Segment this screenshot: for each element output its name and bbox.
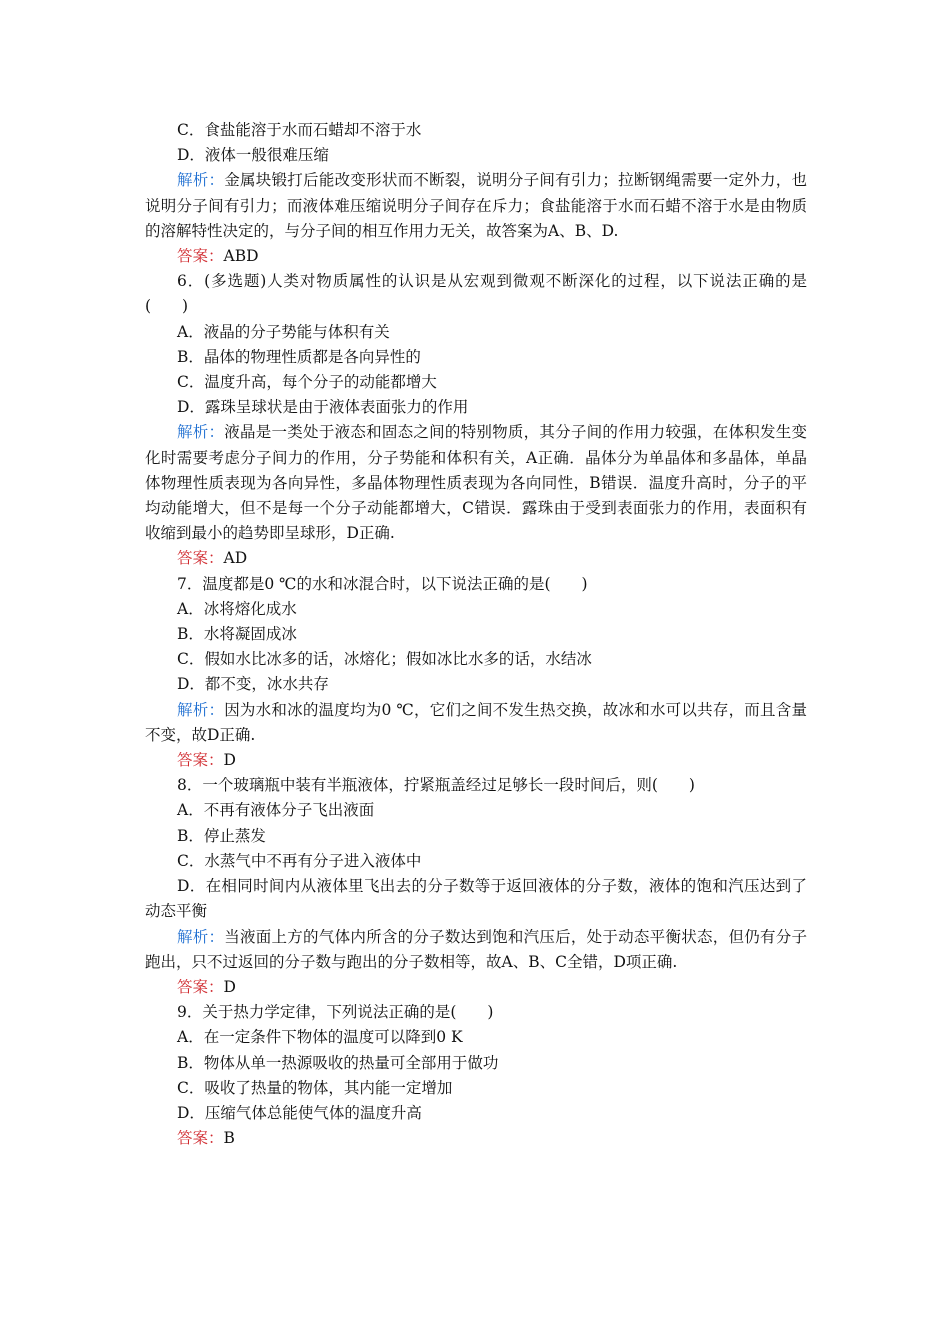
- analysis-text: 液晶是一类处于液态和固态之间的特别物质，其分子间的作用力较强，在体积发生变化时需要考虑分子间力的作用，分子势能和体积有关，A正确．晶体分为单晶体和多晶体，单晶体物理性质表现为各向异性，多晶体物理性质表现为各向同性，B错误．温度升高时，分子的平均动能增大，但不是每一个分子动能都增大，C错误．露珠由于受到表面张力的作用，表面积有收缩到最小的趋势即呈球形，D正确.: [145, 423, 807, 543]
- q7-option-b: B．水将凝固成冰: [177, 625, 297, 644]
- q8-option-d: D．在相同时间内从液体里飞出去的分子数等于返回液体的分子数，液体的饱和汽压达到了动态平衡: [145, 877, 807, 921]
- q5-option-d: D．液体一般很难压缩: [177, 146, 329, 165]
- q8-option-a: A．不再有液体分子飞出液面: [177, 801, 375, 820]
- q8-option-b: B．停止蒸发: [177, 826, 266, 845]
- answer-value: D: [223, 751, 236, 770]
- answer-label: 答案：: [177, 247, 224, 266]
- q6-option-a: A．液晶的分子势能与体积有关: [177, 322, 390, 341]
- q8-option-c: C．水蒸气中不再有分子进入液体中: [177, 851, 422, 870]
- q6-analysis: [145, 420, 807, 546]
- analysis-text: 因为水和冰的温度均为0 ℃，它们之间不发生热交换，故冰和水可以共存，而且含量不变，故D正确.: [145, 700, 807, 744]
- q8-answer: [145, 975, 807, 1000]
- q5-answer: [145, 244, 807, 269]
- q9-option-b: B．物体从单一热源吸收的热量可全部用于做功: [177, 1053, 499, 1072]
- analysis-text: 当液面上方的气体内所含的分子数达到饱和汽压后，处于动态平衡状态，但仍有分子跑出，只不过返回的分子数与跑出的分子数相等，故A、B、C全错，D项正确.: [145, 927, 807, 971]
- q5-analysis: [145, 168, 807, 244]
- analysis-label: 解析：: [177, 700, 225, 719]
- q6-answer: [145, 546, 807, 571]
- q6-option-c: C．温度升高，每个分子的动能都增大: [177, 373, 437, 392]
- analysis-text: 金属块锻打后能改变形状而不断裂，说明分子间有引力；拉断钢绳需要一定外力，也说明分子间有引力；而液体难压缩说明分子间存在斥力；食盐能溶于水而石蜡不溶于水是由物质的溶解特性决定的，与分子间的相互作用力无关，故答案为A、B、D.: [145, 171, 807, 240]
- answer-value: ABD: [223, 247, 259, 266]
- answer-label: 答案：: [177, 1129, 224, 1148]
- q8-analysis: [145, 925, 807, 975]
- q6-option-d: D．露珠呈球状是由于液体表面张力的作用: [177, 398, 469, 417]
- q9-stem: 9．关于热力学定律，下列说法正确的是( ): [177, 1003, 494, 1022]
- q6-option-b: B．晶体的物理性质都是各向异性的: [177, 347, 421, 366]
- q7-stem: 7．温度都是0 ℃的水和冰混合时，以下说法正确的是( ): [177, 574, 588, 593]
- q6-stem: 6．(多选题)人类对物质属性的认识是从宏观到微观不断深化的过程，以下说法正确的是( ): [145, 272, 807, 316]
- q8-stem: 8．一个玻璃瓶中装有半瓶液体，拧紧瓶盖经过足够长一段时间后，则( ): [177, 776, 695, 795]
- answer-value: B: [223, 1129, 235, 1148]
- q5-option-c: C．食盐能溶于水而石蜡却不溶于水: [177, 121, 422, 139]
- q9-answer: [145, 1126, 807, 1151]
- q7-option-a: A．冰将熔化成水: [177, 599, 297, 618]
- q7-analysis: [145, 698, 807, 748]
- q7-option-c: C．假如水比冰多的话，冰熔化；假如冰比水多的话，水结冰: [177, 650, 592, 669]
- answer-label: 答案：: [177, 549, 224, 568]
- analysis-label: 解析：: [177, 927, 225, 946]
- answer-value: D: [223, 977, 236, 996]
- q9-option-c: C．吸收了热量的物体，其内能一定增加: [177, 1078, 453, 1097]
- document-page: [145, 118, 807, 1151]
- answer-value: AD: [223, 549, 248, 568]
- q7-answer: [145, 748, 807, 773]
- answer-label: 答案：: [177, 977, 224, 996]
- q9-option-d: D．压缩气体总能使气体的温度升高: [177, 1103, 422, 1122]
- q9-option-a: A．在一定条件下物体的温度可以降到0 K: [177, 1028, 463, 1047]
- answer-label: 答案：: [177, 751, 224, 770]
- q7-option-d: D．都不变，冰水共存: [177, 675, 329, 694]
- analysis-label: 解析：: [177, 171, 225, 190]
- analysis-label: 解析：: [177, 423, 225, 442]
